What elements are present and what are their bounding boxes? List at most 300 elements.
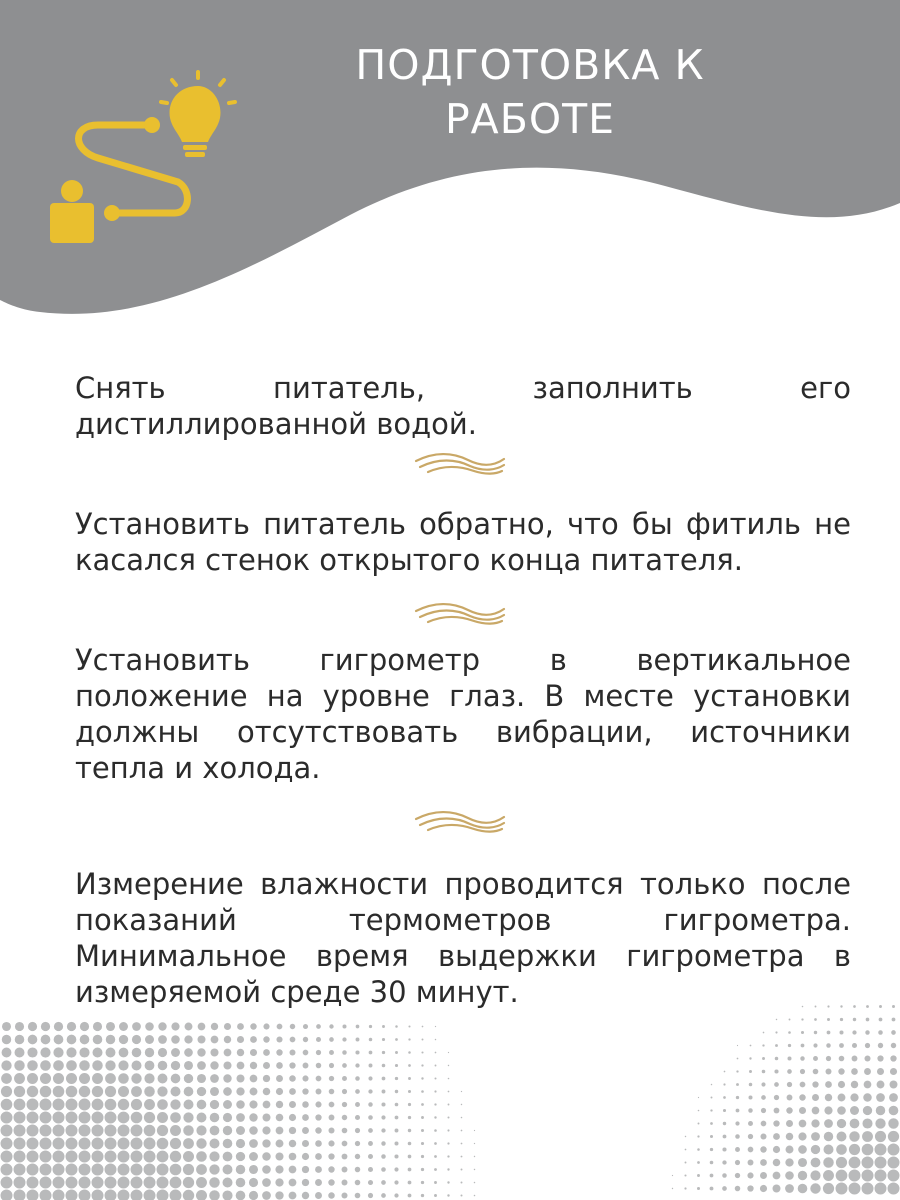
- halftone-dot: [249, 1100, 257, 1108]
- halftone-dot: [289, 1062, 295, 1068]
- halftone-dot: [329, 1063, 334, 1068]
- halftone-dot: [395, 1090, 398, 1093]
- halftone-dot: [862, 1170, 874, 1182]
- halftone-dot: [144, 1086, 155, 1097]
- halftone-dot: [302, 1166, 309, 1173]
- halftone-dot: [864, 1081, 872, 1089]
- halftone-dot: [303, 1063, 309, 1069]
- halftone-dot: [105, 1086, 116, 1097]
- halftone-dot: [236, 1139, 245, 1148]
- halftone-dot: [368, 1154, 373, 1159]
- halftone-dot: [40, 1125, 52, 1137]
- halftone-dot: [837, 1132, 847, 1142]
- halftone-dot: [316, 1050, 321, 1055]
- halftone-dot: [382, 1077, 386, 1081]
- halftone-dot: [736, 1083, 739, 1086]
- halftone-dot: [474, 1143, 475, 1144]
- halftone-dot: [2, 1022, 11, 1031]
- halftone-dot: [315, 1192, 322, 1199]
- halftone-dot: [93, 1022, 102, 1031]
- halftone-dot: [92, 1125, 104, 1137]
- halftone-dot: [774, 1082, 779, 1087]
- halftone-dot: [799, 1120, 807, 1128]
- halftone-dot: [878, 1030, 883, 1035]
- halftone-dot: [27, 1164, 39, 1176]
- halftone-dot: [105, 1151, 117, 1163]
- halftone-dot: [92, 1112, 104, 1124]
- halftone-dot: [698, 1123, 700, 1125]
- halftone-dot: [170, 1125, 181, 1136]
- halftone-dot: [315, 1153, 322, 1160]
- halftone-dot: [40, 1073, 51, 1084]
- halftone-dot: [170, 1138, 181, 1149]
- halftone-dot: [276, 1062, 283, 1069]
- halftone-dot: [368, 1115, 373, 1120]
- halftone-dot: [698, 1097, 699, 1098]
- halftone-dot: [875, 1131, 886, 1142]
- halftone-dot: [27, 1190, 39, 1200]
- halftone-dot: [262, 1126, 270, 1134]
- halftone-dot: [250, 1036, 257, 1043]
- halftone-dot: [277, 1024, 283, 1030]
- halftone-dot: [434, 1077, 436, 1079]
- halftone-dot: [40, 1177, 52, 1189]
- halftone-dot: [183, 1151, 194, 1162]
- halftone-dot: [448, 1078, 450, 1080]
- halftone-dot: [1, 1164, 13, 1176]
- halftone-dot: [864, 1055, 870, 1061]
- halftone-dot: [80, 1035, 90, 1045]
- halftone-dot: [276, 1114, 284, 1122]
- halftone-dot: [879, 1018, 883, 1022]
- halftone-dot: [342, 1063, 347, 1068]
- halftone-dot: [685, 1136, 686, 1137]
- halftone-dot: [408, 1168, 412, 1172]
- halftone-dot: [66, 1099, 78, 1111]
- halftone-dot: [824, 1132, 833, 1141]
- halftone-dot: [1, 1086, 12, 1097]
- halftone-dot: [355, 1115, 360, 1120]
- halftone-dot: [799, 1094, 805, 1100]
- halftone-dot: [836, 1157, 847, 1168]
- halftone-dot: [760, 1172, 767, 1179]
- halftone-dot: [849, 1157, 861, 1169]
- halftone-dot: [434, 1181, 437, 1184]
- halftone-dot: [850, 1106, 859, 1115]
- halftone-dot: [262, 1191, 271, 1200]
- halftone-dot: [849, 1183, 861, 1195]
- halftone-dot: [825, 1068, 831, 1074]
- halftone-dot: [1, 1073, 12, 1084]
- halftone-dot: [329, 1115, 335, 1121]
- halftone-dot: [435, 1039, 437, 1041]
- halftone-dot: [798, 1132, 806, 1140]
- halftone-dot: [774, 1095, 779, 1100]
- halftone-dot: [329, 1102, 335, 1108]
- halftone-dot: [810, 1170, 820, 1180]
- halftone-dot: [131, 1099, 142, 1110]
- halftone-dot: [92, 1099, 104, 1111]
- halftone-dot: [67, 1022, 76, 1031]
- halftone-dot: [824, 1119, 833, 1128]
- halftone-dot: [849, 1131, 859, 1141]
- halftone-dot: [408, 1064, 411, 1067]
- halftone-dot: [474, 1169, 475, 1170]
- halftone-dot: [448, 1052, 449, 1053]
- halftone-dot: [355, 1102, 360, 1107]
- halftone-dot: [237, 1062, 245, 1070]
- halftone-dot: [1, 1060, 11, 1070]
- halftone-dot: [851, 1068, 858, 1075]
- halftone-dot: [785, 1171, 794, 1180]
- halftone-dot: [118, 1164, 130, 1176]
- halftone-dot: [171, 1087, 181, 1097]
- halftone-dot: [118, 1060, 128, 1070]
- halftone-dot: [223, 1152, 233, 1162]
- halftone-dot: [328, 1140, 334, 1146]
- halftone-dot: [1, 1190, 13, 1200]
- halftone-dot: [275, 1152, 283, 1160]
- halftone-dot: [448, 1091, 450, 1093]
- halftone-dot: [276, 1127, 284, 1135]
- halftone-dot: [799, 1107, 806, 1114]
- halftone-dot: [183, 1164, 194, 1175]
- halftone-dot: [368, 1180, 373, 1185]
- halftone-dot: [447, 1168, 449, 1170]
- halftone-dot: [434, 1103, 436, 1105]
- halftone-dot: [144, 1190, 156, 1200]
- halftone-dot: [698, 1110, 700, 1112]
- halftone-dot: [14, 1112, 26, 1124]
- halftone-dot: [289, 1049, 295, 1055]
- halftone-dot: [196, 1190, 207, 1200]
- halftone-dot: [263, 1088, 271, 1096]
- halftone-dot: [801, 1044, 805, 1048]
- halftone-dot: [408, 1142, 412, 1146]
- halftone-dot: [798, 1158, 807, 1167]
- halftone-dot: [355, 1180, 361, 1186]
- halftone-dot: [119, 1022, 128, 1031]
- halftone-dot: [773, 1172, 781, 1180]
- halftone-dot: [197, 1061, 206, 1070]
- halftone-dot: [723, 1122, 726, 1125]
- halftone-dot: [79, 1099, 91, 1111]
- halftone-dot: [852, 1056, 858, 1062]
- halftone-dot: [131, 1138, 143, 1150]
- halftone-dot: [131, 1073, 141, 1083]
- halftone-dots-left: [0, 1020, 520, 1200]
- halftone-dot: [223, 1087, 232, 1096]
- halftone-dot: [395, 1116, 399, 1120]
- halftone-dot: [723, 1135, 727, 1139]
- halftone-dot: [132, 1048, 142, 1058]
- halftone-dot: [788, 1057, 792, 1061]
- halftone-dot: [40, 1190, 52, 1200]
- halftone-dot: [171, 1074, 181, 1084]
- halftone-dot: [316, 1063, 322, 1069]
- halftone-dot: [66, 1073, 77, 1084]
- halftone-dot: [289, 1153, 297, 1161]
- halftone-dot: [760, 1159, 767, 1166]
- halftone-dot: [289, 1114, 296, 1121]
- halftone-dot: [315, 1166, 322, 1173]
- halftone-dot: [672, 1188, 673, 1189]
- halftone-dot: [875, 1183, 887, 1195]
- halftone-dot: [92, 1164, 104, 1176]
- halftone-dot: [222, 1190, 232, 1200]
- halftone-dot: [131, 1164, 143, 1176]
- halftone-dot: [891, 1030, 896, 1035]
- halftone-dot: [302, 1101, 309, 1108]
- halftone-dot: [92, 1151, 104, 1163]
- halftone-dot: [875, 1144, 887, 1156]
- halftone-dot: [355, 1193, 361, 1199]
- halftone-dot: [27, 1138, 39, 1150]
- halftone-dot: [316, 1037, 321, 1042]
- halftone-dot: [773, 1146, 780, 1153]
- halftone-dot: [850, 1093, 858, 1101]
- halftone-dot: [328, 1153, 334, 1159]
- halftone-dot: [369, 1038, 373, 1042]
- halftone-dot: [761, 1082, 765, 1086]
- halftone-dot: [92, 1177, 104, 1189]
- halftone-dot: [408, 1181, 412, 1185]
- halftone-dot: [434, 1090, 436, 1092]
- halftone-dot: [210, 1126, 220, 1136]
- halftone-dot: [434, 1194, 437, 1197]
- halftone-dot: [761, 1095, 766, 1100]
- halftone-dot: [735, 1134, 740, 1139]
- halftone-dot: [814, 1031, 817, 1034]
- halftone-dot: [14, 1060, 24, 1070]
- halftone-dot: [836, 1183, 848, 1195]
- halftone-dot: [66, 1086, 78, 1098]
- halftone-dot: [14, 1138, 26, 1150]
- halftone-dot: [461, 1156, 463, 1158]
- halftone-dot: [888, 1131, 899, 1142]
- halftone-dot: [787, 1082, 792, 1087]
- halftone-dot: [289, 1179, 297, 1187]
- halftone-dot: [14, 1151, 26, 1163]
- halftone-dot: [145, 1061, 155, 1071]
- halftone-dot: [723, 1083, 725, 1085]
- halftone-dot: [408, 1116, 411, 1119]
- halftone-dot: [368, 1141, 373, 1146]
- halftone-dot: [184, 1061, 193, 1070]
- halftone-dot: [787, 1069, 792, 1074]
- halftone-dot: [749, 1070, 752, 1073]
- halftone-dot: [157, 1086, 167, 1096]
- halftone-dot: [877, 1081, 885, 1089]
- halftone-dot: [341, 1179, 347, 1185]
- halftone-dot: [144, 1125, 156, 1137]
- halftone-dot: [302, 1192, 309, 1199]
- halftone-dot: [394, 1154, 398, 1158]
- halftone-dot: [813, 1069, 819, 1075]
- halftone-dot: [276, 1088, 283, 1095]
- halftone-dot: [826, 1056, 831, 1061]
- halftone-dot: [15, 1035, 25, 1045]
- halftone-dot: [422, 1039, 424, 1041]
- halftone-dot: [775, 1044, 778, 1047]
- halftone-dot: [171, 1048, 180, 1057]
- halftone-dot: [369, 1064, 373, 1068]
- halftone-dot: [710, 1122, 713, 1125]
- halftone-dot: [289, 1140, 296, 1147]
- halftone-dot: [381, 1115, 385, 1119]
- halftone-dot: [748, 1121, 753, 1126]
- halftone-dot: [66, 1177, 78, 1189]
- halftone-dot: [210, 1074, 219, 1083]
- halftone-dot: [157, 1190, 169, 1200]
- halftone-dot: [40, 1151, 52, 1163]
- halftone-dot: [711, 1097, 713, 1099]
- halftone-dot: [66, 1112, 78, 1124]
- halftone-dot: [157, 1177, 169, 1189]
- halftone-dot: [14, 1086, 25, 1097]
- halftone-dot: [461, 1195, 463, 1197]
- halftone-dot: [249, 1165, 258, 1174]
- halftone-dot: [355, 1128, 360, 1133]
- halftone-dot: [342, 1024, 346, 1028]
- halftone-dot: [749, 1083, 753, 1087]
- halftone-dot: [249, 1178, 258, 1187]
- halftone-dot: [105, 1060, 115, 1070]
- halftone-dot: [105, 1073, 116, 1084]
- halftone-dot: [197, 1074, 206, 1083]
- halftone-dot: [355, 1089, 360, 1094]
- halftone-dot: [40, 1047, 50, 1057]
- halftone-dot: [836, 1170, 848, 1182]
- halftone-dot: [197, 1035, 205, 1043]
- halftone-dot: [27, 1099, 39, 1111]
- halftone-dot: [684, 1174, 686, 1176]
- halftone-dot: [838, 1094, 846, 1102]
- halftone-dot: [421, 1129, 424, 1132]
- halftone-dot: [853, 1018, 856, 1021]
- halftone-dot: [210, 1087, 219, 1096]
- halftone-dot: [40, 1138, 52, 1150]
- halftone-dot: [210, 1139, 220, 1149]
- halftone-dot: [223, 1113, 232, 1122]
- halftone-dot: [775, 1057, 779, 1061]
- halftone-dot: [395, 1025, 398, 1028]
- halftone-dot: [735, 1147, 740, 1152]
- halftone-dot: [888, 1157, 900, 1169]
- halftone-dot: [891, 1043, 896, 1048]
- halftone-dot: [14, 1073, 25, 1084]
- halftone-dot: [27, 1047, 37, 1057]
- halftone-dot: [132, 1061, 142, 1071]
- halftone-dot: [223, 1074, 231, 1082]
- halftone-dot: [368, 1193, 373, 1198]
- halftone-dot: [382, 1051, 385, 1054]
- halftone-dot: [812, 1094, 819, 1101]
- halftone-dot: [798, 1145, 807, 1154]
- halftone-dot: [53, 1060, 64, 1071]
- halftone-dot: [888, 1183, 900, 1195]
- halftone-dot: [422, 1026, 424, 1028]
- halftone-dot: [2, 1035, 11, 1044]
- halftone-dot: [329, 1050, 334, 1055]
- halftone-dot: [15, 1022, 24, 1031]
- halftone-dot: [315, 1101, 321, 1107]
- halftone-dot: [250, 1062, 257, 1069]
- halftone-dot: [79, 1190, 91, 1200]
- halftone-dot: [877, 1068, 884, 1075]
- halftone-dot: [236, 1087, 244, 1095]
- halftone-dot: [812, 1081, 818, 1087]
- halftone-dot: [735, 1186, 741, 1192]
- halftone-dot: [722, 1160, 726, 1164]
- halftone-dot: [132, 1035, 141, 1044]
- halftone-dot: [866, 1005, 869, 1008]
- halftone-dot: [170, 1112, 181, 1123]
- step-1-text: Снять питатель, заполнить его дистиллированной водой.: [75, 371, 851, 441]
- halftone-dot: [342, 1037, 346, 1041]
- halftone-dot: [276, 1140, 284, 1148]
- halftone-dot: [892, 1005, 895, 1008]
- halftone-dot: [329, 1037, 334, 1042]
- halftone-dot: [315, 1179, 322, 1186]
- halftone-dot: [394, 1167, 398, 1171]
- halftone-dot: [342, 1154, 348, 1160]
- halftone-dot: [827, 1018, 830, 1021]
- halftone-dot: [447, 1129, 449, 1131]
- halftone-dot: [879, 1005, 882, 1008]
- halftone-dot: [144, 1151, 156, 1163]
- halftone-dot: [236, 1178, 246, 1188]
- halftone-dot: [184, 1035, 192, 1043]
- halftone-dot: [447, 1116, 449, 1118]
- halftone-dot: [197, 1100, 207, 1110]
- halftone-dot: [79, 1138, 91, 1150]
- halftone-dot: [157, 1151, 169, 1163]
- halftone-dot: [131, 1086, 142, 1097]
- halftone-dot: [875, 1170, 887, 1182]
- halftone-dot: [211, 1023, 218, 1030]
- halftone-dot: [747, 1172, 753, 1178]
- halftone-dot: [276, 1101, 283, 1108]
- halftone-dot: [749, 1057, 751, 1059]
- halftone-dot: [27, 1060, 38, 1071]
- halftone-dot: [184, 1074, 193, 1083]
- title-line-1: ПОДГОТОВКА К: [355, 41, 705, 89]
- halftone-dot: [761, 1121, 767, 1127]
- halftone-dot: [14, 1190, 26, 1200]
- halftone-dot: [710, 1187, 714, 1191]
- halftone-dot: [697, 1161, 700, 1164]
- halftone-dot: [762, 1070, 766, 1074]
- halftone-dot: [785, 1184, 794, 1193]
- halftone-dot: [789, 1019, 791, 1021]
- halftone-dot: [421, 1194, 424, 1197]
- halftone-dot: [723, 1109, 726, 1112]
- halftone-dot: [237, 1036, 244, 1043]
- halftone-dot: [276, 1075, 283, 1082]
- halftone-dot: [408, 1103, 411, 1106]
- halftone-dot: [53, 1177, 65, 1189]
- halftone-dot: [145, 1022, 154, 1031]
- halftone-dot: [262, 1165, 271, 1174]
- halftone-dot: [850, 1119, 860, 1129]
- halftone-dot: [131, 1190, 143, 1200]
- halftone-dot: [368, 1167, 373, 1172]
- halftone-dot: [865, 1043, 870, 1048]
- halftone-dot: [211, 1036, 219, 1044]
- halftone-dot: [66, 1190, 78, 1200]
- halftone-dot: [236, 1100, 245, 1109]
